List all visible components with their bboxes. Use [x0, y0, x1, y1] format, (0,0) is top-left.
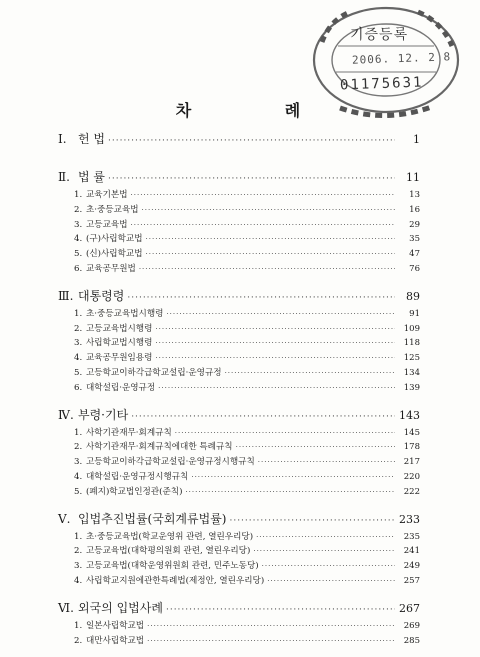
- entry-page: 134: [403, 367, 420, 378]
- entry-title: 사립학교지원에관한특례법(제정안, 열린우리당): [86, 575, 265, 586]
- dot-leader: [253, 547, 395, 555]
- section-page: 233: [399, 512, 420, 526]
- toc-entry[interactable]: [58, 470, 420, 485]
- dot-leader: [185, 488, 395, 496]
- entry-number: 2.: [74, 323, 83, 334]
- entry-page: 91: [409, 308, 420, 319]
- dot-leader: [155, 354, 395, 362]
- toc-entry[interactable]: [58, 381, 420, 396]
- entry-title: (신)사립학교법: [86, 249, 143, 260]
- section-number: Ⅱ.: [58, 170, 70, 184]
- toc-section: [58, 287, 420, 396]
- section-label: [58, 510, 226, 527]
- entry-title: 고등학교이하각급학교설립·운영규정시행규칙: [86, 457, 255, 468]
- entry-label: [74, 381, 155, 393]
- section-label: [58, 287, 124, 304]
- section-number: Ⅴ.: [58, 511, 71, 526]
- dot-leader: [142, 206, 395, 214]
- entry-title: 교육공무원임용령: [86, 353, 153, 364]
- entry-label: [74, 470, 188, 482]
- entry-label: [74, 455, 255, 467]
- section-heading[interactable]: [58, 287, 420, 307]
- toc-entry[interactable]: [58, 440, 420, 455]
- stamp-date: 2006. 12. 2 8: [351, 50, 452, 67]
- entry-number: 1.: [74, 190, 83, 200]
- entry-number: 1.: [74, 427, 83, 438]
- section-number: Ⅵ.: [58, 600, 74, 615]
- entry-title: 초·중등교육법시행령: [86, 308, 164, 319]
- section-heading[interactable]: [58, 130, 420, 150]
- entry-label: [74, 559, 259, 571]
- entry-label: [74, 188, 128, 200]
- entry-number: 5.: [74, 249, 83, 260]
- toc-entry[interactable]: [58, 544, 420, 559]
- section-heading[interactable]: [58, 168, 420, 188]
- toc-entry[interactable]: [58, 574, 420, 589]
- dot-leader: [139, 265, 395, 273]
- entry-title: 고등학교이하각급학교설립·운영규정: [86, 367, 222, 378]
- dot-leader: [131, 191, 395, 199]
- entry-title: 대학설립·운영규정시행규칙: [86, 471, 189, 482]
- dot-leader: [166, 310, 395, 318]
- section-page: 11: [406, 171, 420, 184]
- entry-label: [74, 218, 128, 230]
- dot-leader: [229, 516, 395, 526]
- entry-number: 6.: [74, 263, 83, 274]
- entry-title: 초·중등교육법: [86, 204, 139, 215]
- entry-label: [74, 322, 152, 334]
- dot-leader: [158, 384, 395, 392]
- section-number: Ⅰ.: [58, 132, 67, 146]
- dot-leader: [147, 637, 395, 645]
- toc-entry[interactable]: [58, 485, 420, 500]
- section-title: 외국의 입법사례: [78, 600, 163, 615]
- entry-label: [74, 574, 264, 586]
- entry-page: 35: [409, 234, 420, 245]
- section-page: 89: [406, 289, 420, 303]
- toc-section: [58, 599, 420, 649]
- entry-number: 2.: [74, 204, 83, 215]
- entry-number: 2.: [74, 442, 83, 453]
- toc-entry[interactable]: [58, 247, 420, 262]
- dot-leader: [191, 473, 395, 481]
- toc-entry[interactable]: [58, 218, 420, 233]
- entry-page: 139: [403, 382, 420, 393]
- entry-label: [74, 485, 182, 497]
- entry-number: 4.: [74, 234, 83, 245]
- entry-label: [74, 232, 143, 244]
- entry-number: 3.: [74, 457, 83, 468]
- dot-leader: [155, 339, 395, 347]
- section-page: 1: [413, 133, 420, 146]
- toc-entry[interactable]: [58, 262, 420, 277]
- dot-leader: [108, 136, 395, 146]
- toc-entry[interactable]: [58, 336, 420, 351]
- entry-page: 241: [403, 546, 420, 557]
- section-heading[interactable]: [58, 510, 420, 530]
- section-label: [58, 130, 105, 147]
- section-heading[interactable]: [58, 599, 420, 619]
- entry-label: [74, 247, 143, 259]
- toc-entry[interactable]: [58, 634, 420, 649]
- entry-number: 1.: [74, 308, 83, 319]
- dot-leader: [267, 577, 395, 585]
- entry-label: [74, 262, 136, 274]
- dot-leader: [131, 221, 395, 229]
- toc-section: [58, 510, 420, 589]
- entry-page: 220: [403, 471, 420, 482]
- dot-leader: [236, 443, 395, 451]
- entry-title: 고등교육법시행령: [86, 323, 153, 334]
- toc-section: [58, 406, 420, 500]
- entry-number: 5.: [74, 367, 83, 378]
- entry-label: [74, 440, 233, 452]
- entry-label: [74, 544, 250, 556]
- section-title: 대통령령: [78, 288, 125, 303]
- entry-number: 5.: [74, 486, 83, 497]
- dot-leader: [108, 174, 395, 184]
- dot-leader: [147, 622, 395, 630]
- page-title: 차 례: [175, 101, 345, 120]
- entry-page: 217: [403, 457, 420, 468]
- section-title: 부령·기타: [78, 407, 129, 422]
- entry-title: 사학기관재무·회계규칙에대한 특례규칙: [86, 442, 233, 453]
- entry-label: [74, 619, 144, 631]
- entry-number: 2.: [74, 546, 83, 557]
- entry-number: 4.: [74, 575, 83, 586]
- entry-label: [74, 426, 172, 438]
- entry-title: 교육공무원법: [86, 263, 136, 274]
- entry-number: 1.: [74, 531, 83, 542]
- dot-leader: [155, 325, 395, 333]
- section-label: [58, 168, 105, 185]
- toc-entry[interactable]: [58, 559, 420, 574]
- toc-entry[interactable]: [58, 455, 420, 470]
- stamp-number: 01175631: [339, 74, 424, 94]
- entry-number: 6.: [74, 382, 83, 393]
- dot-leader: [131, 412, 395, 422]
- entry-label: [74, 634, 144, 646]
- entry-title: 초·중등교육법(학교운영위 관련, 열린우리당): [86, 531, 254, 542]
- entry-number: 4.: [74, 471, 83, 482]
- entry-title: 사학기관재무·회계규칙: [86, 427, 172, 438]
- entry-page: 235: [403, 531, 420, 542]
- section-title: 법 률: [78, 170, 105, 184]
- entry-page: 47: [409, 249, 420, 260]
- toc-entry[interactable]: [58, 366, 420, 381]
- entry-title: 일본사립학교법: [86, 620, 145, 631]
- entry-number: 2.: [74, 635, 83, 646]
- toc-section: [58, 130, 420, 150]
- entry-title: 고등교육법(대학운영위원회 관련, 민주노동당): [86, 561, 259, 572]
- entry-label: [74, 530, 253, 542]
- entry-number: 3.: [74, 219, 83, 230]
- entry-page: 257: [403, 575, 420, 586]
- dot-leader: [146, 250, 395, 258]
- entry-number: 3.: [74, 338, 83, 349]
- section-page: 143: [399, 408, 420, 422]
- entry-page: 145: [403, 427, 420, 438]
- toc-section: [58, 168, 420, 277]
- toc-entry[interactable]: [58, 530, 420, 545]
- entry-label: [74, 336, 152, 348]
- entry-page: 29: [409, 219, 420, 230]
- entry-number: 1.: [74, 620, 83, 631]
- dot-leader: [262, 562, 395, 570]
- toc-entry[interactable]: [58, 426, 420, 441]
- entry-page: 109: [403, 323, 420, 334]
- entry-title: 사립학교법시행령: [86, 338, 153, 349]
- entry-page: 178: [403, 442, 420, 453]
- entry-title: 교육기본법: [86, 190, 128, 200]
- toc-entry[interactable]: [58, 322, 420, 337]
- entry-page: 222: [403, 486, 420, 497]
- entry-page: 13: [409, 190, 420, 200]
- toc-entry[interactable]: [58, 203, 420, 218]
- entry-title: 대만사립학교법: [86, 635, 145, 646]
- section-number: Ⅲ.: [58, 288, 74, 303]
- section-title: 입법추진법률(국회계류법률): [78, 511, 227, 526]
- entry-page: 249: [403, 561, 420, 572]
- entry-title: 대학설립·운영규정: [86, 382, 156, 393]
- dot-leader: [146, 235, 395, 243]
- toc-entry[interactable]: [58, 619, 420, 634]
- entry-page: 76: [409, 263, 420, 274]
- entry-page: 285: [403, 635, 420, 646]
- entry-number: 4.: [74, 353, 83, 364]
- section-label: [58, 406, 128, 423]
- entry-page: 16: [409, 204, 420, 215]
- toc-entry[interactable]: [58, 307, 420, 322]
- entry-title: (구)사립학교법: [86, 234, 143, 245]
- toc-entry[interactable]: [58, 232, 420, 247]
- toc-entry[interactable]: [58, 188, 420, 203]
- dot-leader: [166, 605, 395, 615]
- dot-leader: [225, 369, 395, 377]
- entry-page: 269: [403, 620, 420, 631]
- section-title: 헌 법: [78, 132, 105, 146]
- entry-number: 3.: [74, 561, 83, 572]
- dot-leader: [258, 458, 395, 466]
- toc-entry[interactable]: [58, 351, 420, 366]
- stamp-title: 기증등록: [350, 27, 409, 43]
- dot-leader: [127, 293, 395, 303]
- dot-leader: [175, 429, 395, 437]
- dot-leader: [256, 533, 395, 541]
- section-page: 267: [399, 601, 420, 615]
- entry-title: 고등교육법(대학평의원회 관련, 열린우리당): [86, 546, 251, 557]
- section-heading[interactable]: [58, 406, 420, 426]
- entry-title: 고등교육법: [86, 219, 128, 230]
- entry-title: (폐지)학교법인정관(준칙): [86, 486, 183, 497]
- section-label: [58, 599, 163, 616]
- table-of-contents: [58, 130, 420, 648]
- entry-label: [74, 351, 152, 363]
- section-number: Ⅳ.: [58, 407, 74, 422]
- entry-page: 118: [403, 338, 420, 349]
- entry-label: [74, 307, 163, 319]
- entry-label: [74, 203, 139, 215]
- entry-page: 125: [403, 353, 420, 364]
- entry-label: [74, 366, 222, 378]
